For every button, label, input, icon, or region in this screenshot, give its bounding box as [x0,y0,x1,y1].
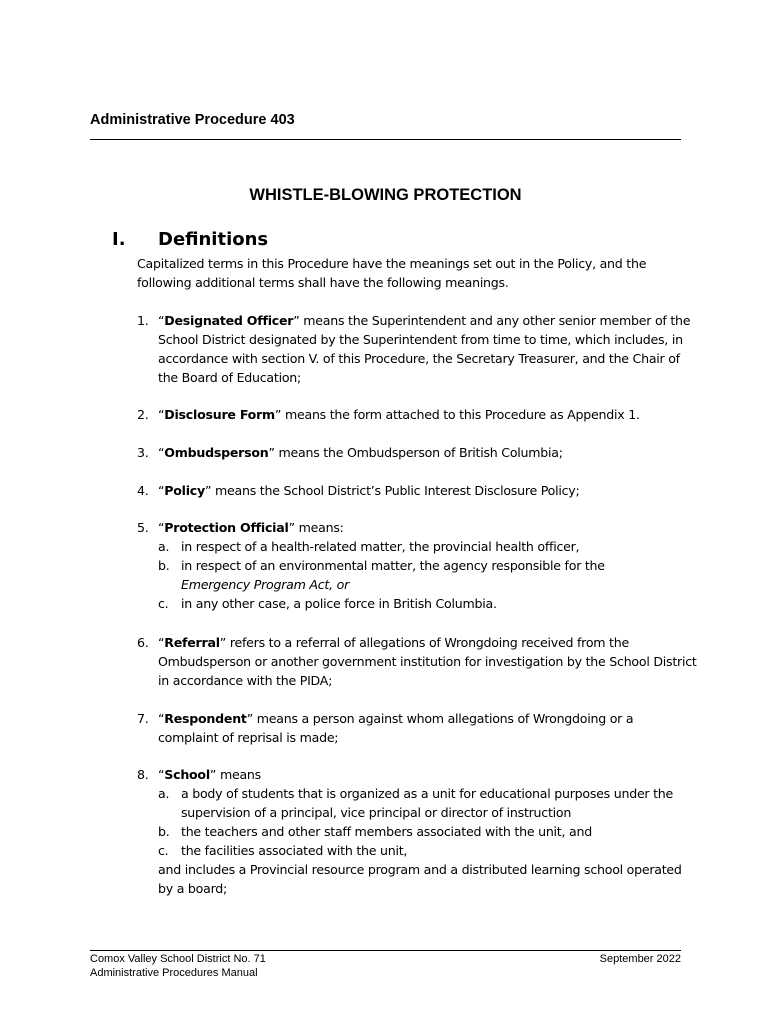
sub-letter: b. [158,824,170,839]
footer-district: Comox Valley School District No. 71 [90,953,266,965]
definition-text: means [216,767,261,782]
definition-text: means the School District’s Public Interest Disclosure Policy; [211,483,580,498]
definition-text: means the form attached to this Procedure as Appendix 1. [281,407,640,422]
definition-item [137,443,697,462]
definition-number: 4. [137,483,149,498]
definition-term: Designated Officer [164,313,294,328]
quote-close: ” [293,313,300,328]
sub-list [158,784,697,860]
sub-letter: c. [158,843,169,858]
quote-close: ” [209,767,217,782]
sub-text: a body of students that is organized as a unit for educational purposes under the supervision of a principal, vice principal or director of instruction [181,786,674,820]
definition-text: means the Ombudsperson of British Columbia; [274,445,563,460]
definition-item [137,633,697,690]
definition-body [158,765,697,898]
definition-term: Policy [164,483,205,498]
sub-text: in any other case, a police force in British Columbia. [181,596,497,611]
sub-letter: c. [158,596,169,611]
footer-manual: Administrative Procedures Manual [90,967,258,979]
definition-term: Referral [164,635,220,650]
quote-open: “ [158,407,165,422]
document-title: WHISTLE-BLOWING PROTECTION [249,186,522,204]
definition-text: refers to a referral of allegations of Wrongdoing received from the Ombudsperson or another government institution for investigation by the School District in accordance with the PIDA; [158,635,697,688]
definition-body [158,518,697,613]
definition-number: 7. [137,711,149,726]
sub-list [158,537,697,613]
section-number: I. [112,229,126,250]
header-divider [90,139,681,140]
sub-letter: a. [158,539,170,554]
sub-item [158,537,697,556]
sub-text: in respect of a health-related matter, the provincial health officer, [181,539,580,554]
definition-body [158,443,697,462]
definition-number: 1. [137,313,149,328]
definition-text: means a person against whom allegations of Wrongdoing or a complaint of reprisal is made; [158,711,634,745]
definition-text: means the Superintendent and any other senior member of the School District designated by the Superintendent from time to time, which includes, in accordance with section V. of this Procedure, the Secretary Treasurer, and the Chair of the Board of Education; [158,313,691,385]
sub-item [158,784,697,822]
sub-letter: a. [158,786,170,801]
definition-item [137,765,697,898]
definition-number: 5. [137,520,149,535]
quote-open: “ [158,635,165,650]
definition-body [158,633,697,690]
definition-body [158,405,697,424]
sub-item [158,594,697,613]
definition-number: 8. [137,767,149,782]
quote-open: “ [158,711,165,726]
quote-open: “ [158,520,165,535]
definition-body [158,481,697,500]
intro-paragraph: Capitalized terms in this Procedure have the meanings set out in the Policy, and the following additional terms shall have the following meanings. [137,256,647,290]
act-name: Emergency Program Act, or [181,577,350,592]
sub-item [158,822,697,841]
definition-item [137,311,697,387]
quote-close: ” [219,635,227,650]
section-heading: Definitions [158,229,269,250]
quote-open: “ [158,313,165,328]
definition-term: Ombudsperson [164,445,269,460]
definition-item [137,405,697,424]
page-footer [90,950,681,980]
quote-open: “ [158,445,165,460]
definition-term: Disclosure Form [164,407,275,422]
quote-open: “ [158,483,165,498]
quote-close: ” [268,445,275,460]
definition-number: 3. [137,445,149,460]
sub-text: in respect of an environmental matter, the agency responsible for the [181,558,605,573]
quote-open: “ [158,767,165,782]
definition-item [137,709,697,747]
sub-item [158,841,697,860]
definition-term: Respondent [164,711,247,726]
sub-text: the facilities associated with the unit, [181,843,408,858]
definition-body [158,311,697,387]
definition-item [137,518,697,613]
quote-close: ” [274,407,282,422]
quote-close: ” [246,711,253,726]
definition-item [137,481,697,500]
definition-number: 2. [137,407,149,422]
sub-item [158,556,697,594]
definition-number: 6. [137,635,149,650]
definition-term: Protection Official [164,520,289,535]
footer-date: September 2022 [599,953,681,965]
footer-left [90,952,266,980]
sub-letter: b. [158,558,170,573]
definition-term: School [164,767,210,782]
sub-text: the teachers and other staff members associated with the unit, and [181,824,592,839]
quote-close: ” [204,483,212,498]
quote-close: ” [288,520,295,535]
procedure-header: Administrative Procedure 403 [90,112,295,128]
definition-text: means: [294,520,344,535]
definition-body [158,709,697,747]
definition-continuation: and includes a Provincial resource program and a distributed learning school operated by a board; [158,862,682,896]
